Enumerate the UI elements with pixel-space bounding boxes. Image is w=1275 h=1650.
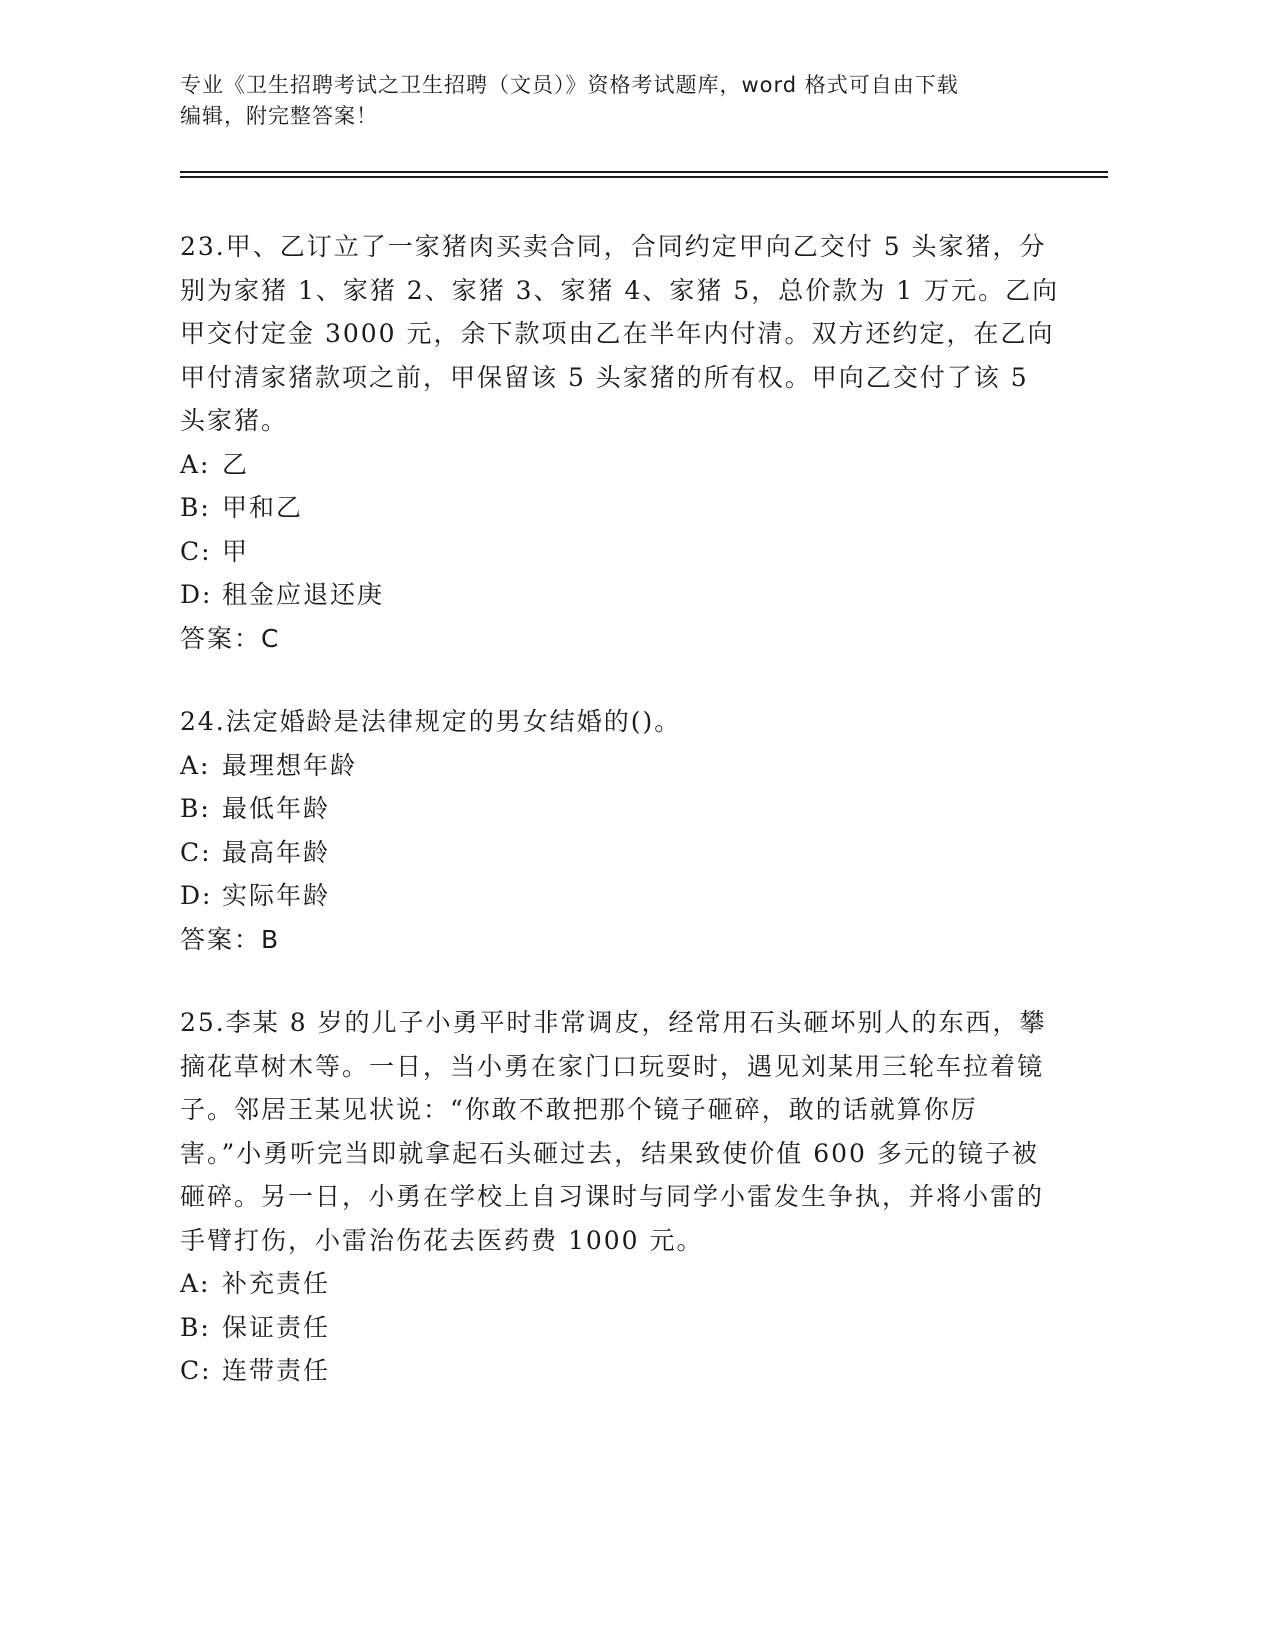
header-divider-bottom (180, 176, 1108, 178)
option-a (180, 1262, 1060, 1306)
option-key: C: (180, 1356, 212, 1385)
option-d (180, 874, 1060, 918)
option-a (180, 443, 1060, 487)
option-text: 最高年龄 (222, 837, 331, 867)
option-b (180, 486, 1060, 530)
document-header (180, 70, 1040, 132)
option-key: D: (180, 580, 213, 609)
option-key: B: (180, 794, 211, 823)
option-d (180, 573, 1060, 617)
option-text: 最理想年龄 (222, 750, 358, 780)
option-b (180, 787, 1060, 831)
header-line-1: 专业《卫生招聘考试之卫生招聘（文员）》资格考试题库，word 格式可自由下载 (180, 73, 959, 97)
option-key: A: (180, 1269, 211, 1298)
option-text: 甲 (222, 536, 250, 566)
option-key: A: (180, 750, 211, 780)
option-text: 乙 (222, 449, 250, 479)
option-text: 补充责任 (222, 1269, 331, 1298)
option-b (180, 1306, 1060, 1350)
answer-line: 答案：B (180, 924, 281, 954)
option-key: B: (180, 493, 211, 522)
question-stem: 24.法定婚龄是法律规定的男女结婚的()。 (180, 707, 682, 736)
question-stem: 25.李某 8 岁的儿子小勇平时非常调皮，经常用石头砸坏别人的东西，攀摘花草树木等。一日，当小勇在家门口玩耍时，遇见刘某用三轮车拉着镜子。邻居王某见状说：“你敢不敢把那个镜子砸碎，敢的话就算你厉害。”小勇听完当即就拿起石头砸过去，结果致使价值 600 多元的镜子被砸碎。另一日，小勇在学校上自习课时与同学小雷发生争执，并将小雷的手臂打伤，小雷治伤花去医药费 1000 元。 (180, 1008, 1047, 1255)
option-key: C: (180, 837, 212, 867)
option-c (180, 831, 1060, 875)
option-text: 保证责任 (222, 1312, 331, 1342)
question-list (180, 225, 1060, 1433)
option-key: B: (180, 1312, 211, 1342)
option-c (180, 530, 1060, 574)
question-stem: 23.甲、乙订立了一家猪肉买卖合同，合同约定甲向乙交付 5 头家猪，分别为家猪 1、家猪 2、家猪 3、家猪 4、家猪 5，总价款为 1 万元。乙向甲交付定金 3000 元，余下款项由乙在半年内付清。双方还约定，在乙向甲付清家猪款项之前，甲保留该 5 头家猪的所有权。甲向乙交付了该 5 头家猪。 (180, 232, 1060, 435)
option-text: 租金应退还庚 (222, 580, 385, 609)
question-25 (180, 1001, 1060, 1393)
header-divider-top (180, 171, 1108, 173)
question-23 (180, 225, 1060, 660)
option-key: A: (180, 449, 211, 479)
option-text: 甲和乙 (222, 493, 304, 522)
option-text: 连带责任 (222, 1356, 331, 1385)
header-line-2: 编辑，附完整答案！ (180, 104, 378, 128)
option-text: 实际年龄 (222, 881, 331, 910)
option-c (180, 1349, 1060, 1393)
option-key: C: (180, 536, 212, 566)
option-text: 最低年龄 (222, 794, 331, 823)
question-24 (180, 700, 1060, 961)
option-key: D: (180, 881, 213, 910)
answer-line: 答案：C (180, 623, 281, 653)
option-a (180, 744, 1060, 788)
